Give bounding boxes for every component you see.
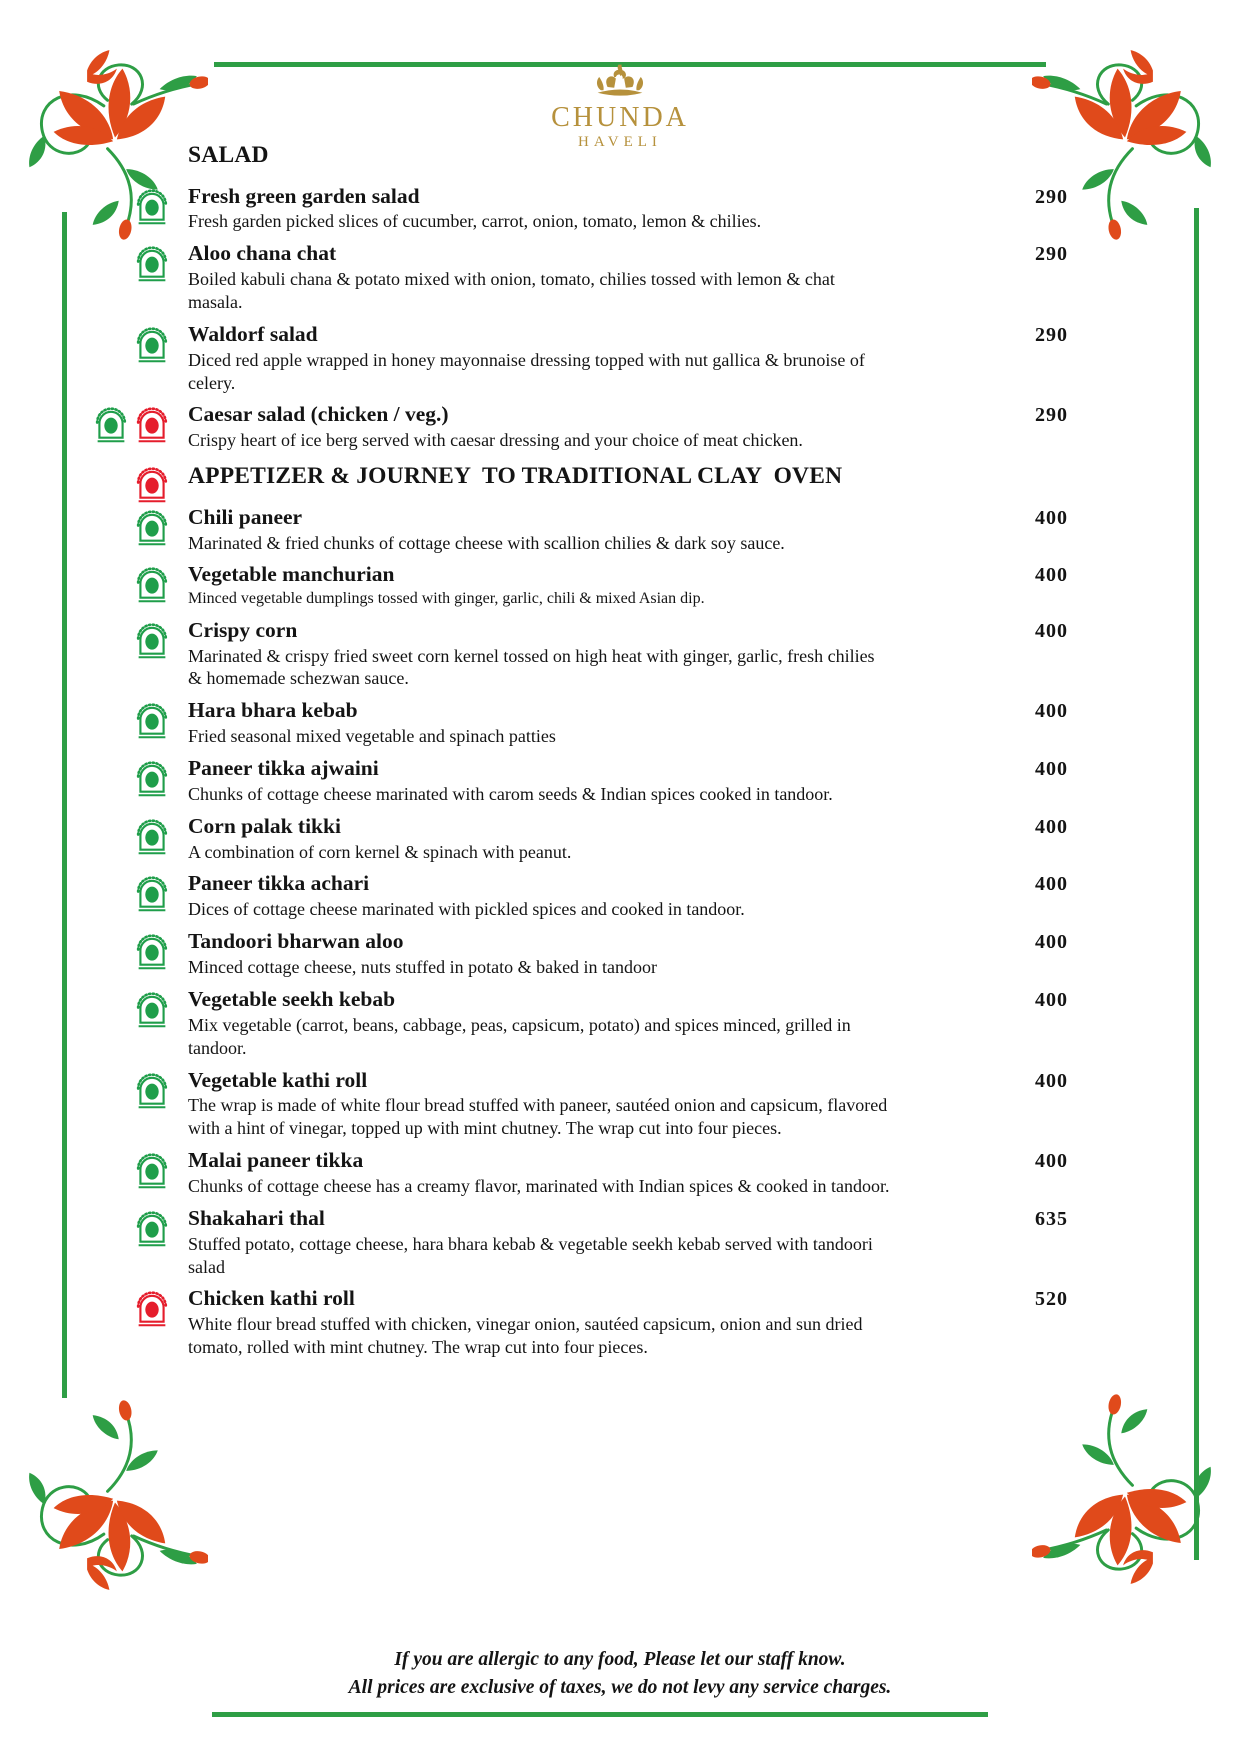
item-name: Shakahari thal [188, 1205, 325, 1230]
item-price: 400 [1035, 931, 1068, 954]
veg-icon [93, 402, 129, 443]
menu-item [132, 1147, 1068, 1198]
item-price: 290 [1035, 323, 1068, 346]
item-price: 290 [1035, 185, 1068, 208]
veg-icon [134, 698, 170, 739]
item-price: 635 [1035, 1207, 1068, 1230]
item-name: Paneer tikka achari [188, 871, 370, 896]
menu-sections [132, 140, 1068, 1359]
item-description: Stuffed potato, cottage cheese, hara bhara kebab & vegetable seekh kebab served with tandoori salad [188, 1233, 873, 1277]
menu-item [132, 561, 1068, 609]
veg-icon [134, 987, 170, 1028]
nonveg-icon [134, 402, 170, 443]
border-frame-bottom [212, 1712, 988, 1717]
menu-item [132, 986, 1068, 1060]
item-description: Marinated & fried chunks of cottage cheese with scallion chilies & dark soy sauce. [188, 532, 785, 553]
item-price: 400 [1035, 988, 1068, 1011]
item-name: Aloo chana chat [188, 241, 337, 266]
brand-logo [0, 62, 1240, 150]
veg-icon [134, 929, 170, 970]
item-name: Vegetable kathi roll [188, 1067, 368, 1092]
item-name: Hara bhara kebab [188, 698, 358, 723]
item-price: 400 [1035, 758, 1068, 780]
item-price: 400 [1035, 700, 1068, 723]
menu-item [132, 697, 1068, 748]
item-price: 400 [1035, 506, 1068, 529]
item-price: 290 [1035, 404, 1068, 427]
menu-item [132, 755, 1068, 806]
item-price: 400 [1035, 1069, 1068, 1092]
brand-subtitle: HAVELI [578, 134, 662, 150]
item-name: Crispy corn [188, 617, 298, 642]
diet-badges [93, 402, 170, 443]
item-description: Fried seasonal mixed vegetable and spinach patties [188, 726, 556, 747]
item-description: Mix vegetable (carrot, beans, cabbage, peas, capsicum, potato) and spices minced, grilled in tandoor. [188, 1014, 851, 1058]
menu-item [132, 813, 1068, 864]
diet-badges [134, 618, 170, 659]
item-description: A combination of corn kernel & spinach with peanut. [188, 841, 572, 862]
diet-badges [134, 987, 170, 1028]
veg-icon [134, 1206, 170, 1247]
item-description: Fresh garden picked slices of cucumber, carrot, onion, tomato, lemon & chilies. [188, 211, 762, 232]
tax-notice: All prices are exclusive of taxes, we do not levy any service charges. [348, 1676, 892, 1698]
item-price: 400 [1035, 815, 1068, 838]
item-name: Paneer tikka ajwaini [188, 756, 379, 780]
diet-badges [134, 322, 170, 363]
item-description: Boiled kabuli chana & potato mixed with onion, tomato, chilies tossed with lemon & chat masala. [188, 269, 835, 313]
nonveg-icon [134, 462, 170, 503]
veg-icon [134, 505, 170, 546]
item-name: Waldorf salad [188, 321, 318, 346]
item-description: Crispy heart of ice berg served with caesar dressing and your choice of meat chicken. [188, 430, 803, 451]
diet-badges [134, 929, 170, 970]
menu-item [132, 183, 1068, 234]
nonveg-icon [134, 1286, 170, 1327]
item-name: Vegetable seekh kebab [188, 986, 396, 1011]
veg-icon [134, 618, 170, 659]
diet-badges [134, 184, 170, 225]
item-description: White flour bread stuffed with chicken, vinegar onion, sautéed capsicum, onion and sun dried tomato, rolled with mint chutney. The wrap cut into four pieces. [188, 1314, 863, 1358]
diet-badges [134, 871, 170, 912]
diet-badges [134, 1068, 170, 1109]
menu-item [132, 870, 1068, 921]
diet-badges [134, 814, 170, 855]
diet-badges [134, 562, 170, 603]
menu-item [132, 1205, 1068, 1279]
section-title [132, 140, 1068, 171]
veg-icon [134, 562, 170, 603]
border-frame-right [1194, 208, 1199, 1560]
menu-item [132, 1067, 1068, 1141]
item-price: 400 [1035, 564, 1068, 587]
diet-badges [134, 698, 170, 739]
item-description: Minced cottage cheese, nuts stuffed in potato & baked in tandoor [188, 957, 658, 978]
menu-item [132, 240, 1068, 314]
item-price: 290 [1035, 243, 1068, 266]
item-description: Chunks of cottage cheese marinated with carom seeds & Indian spices cooked in tandoor. [188, 783, 833, 804]
section-label: SALAD [188, 142, 269, 168]
veg-icon [134, 241, 170, 282]
border-frame-left [62, 212, 67, 1398]
item-price: 520 [1035, 1288, 1068, 1311]
diet-badges [134, 241, 170, 282]
item-price: 400 [1035, 619, 1068, 642]
footer-notices [0, 1646, 1240, 1701]
diet-badges [134, 462, 170, 503]
item-description: Marinated & crispy fried sweet corn kernel tossed on high heat with ginger, garlic, fresh chilies & homemade schezwan sauce. [188, 645, 875, 689]
veg-icon [134, 756, 170, 797]
item-description: Dices of cottage cheese marinated with pickled spices and cooked in tandoor. [188, 899, 745, 920]
item-name: Tandoori bharwan aloo [188, 929, 404, 954]
brand-name: CHUNDA [551, 102, 689, 133]
menu-item [132, 321, 1068, 395]
menu-item [132, 504, 1068, 555]
item-name: Chicken kathi roll [188, 1286, 355, 1311]
item-description: The wrap is made of white flour bread stuffed with paneer, sautéed onion and capsicum, flavored with a hint of vinegar, topped up with mint chutney. The wrap cut into four pieces. [188, 1095, 888, 1139]
corner-ornament-bottom-right [1032, 1392, 1218, 1588]
veg-icon [134, 1148, 170, 1189]
diet-badges [134, 1148, 170, 1189]
item-price: 400 [1035, 1150, 1068, 1173]
item-name: Malai paneer tikka [188, 1148, 364, 1173]
item-name: Chili paneer [188, 504, 303, 529]
diet-badges [134, 756, 170, 797]
item-description: Diced red apple wrapped in honey mayonnaise dressing topped with nut gallica & brunoise of celery. [188, 349, 865, 393]
corner-ornament-bottom-left [22, 1398, 208, 1594]
veg-icon [134, 184, 170, 225]
allergy-notice: If you are allergic to any food, Please let our staff know. [394, 1649, 846, 1670]
menu-item [132, 617, 1068, 691]
item-name: Vegetable manchurian [188, 562, 395, 587]
item-name: Corn palak tikki [188, 813, 341, 838]
item-name: Fresh green garden salad [188, 183, 420, 208]
menu-item [132, 401, 1068, 452]
section-label: APPETIZER & JOURNEY TO TRADITIONAL CLAY OVEN [188, 463, 843, 490]
diet-badges [134, 505, 170, 546]
item-name: Caesar salad (chicken / veg.) [188, 402, 449, 427]
veg-icon [134, 814, 170, 855]
item-description: Chunks of cottage cheese has a creamy flavor, marinated with Indian spices & cooked in tandoor. [188, 1176, 890, 1196]
menu [132, 140, 1068, 1366]
veg-icon [134, 871, 170, 912]
menu-item [132, 1285, 1068, 1359]
section-title [132, 461, 1068, 492]
item-description: Minced vegetable dumplings tossed with ginger, garlic, chili & mixed Asian dip. [188, 590, 705, 608]
veg-icon [134, 322, 170, 363]
diet-badges [134, 1206, 170, 1247]
item-price: 400 [1035, 873, 1068, 896]
menu-item [132, 928, 1068, 979]
veg-icon [134, 1068, 170, 1109]
logo-emblem-icon [591, 62, 649, 102]
diet-badges [134, 1286, 170, 1327]
